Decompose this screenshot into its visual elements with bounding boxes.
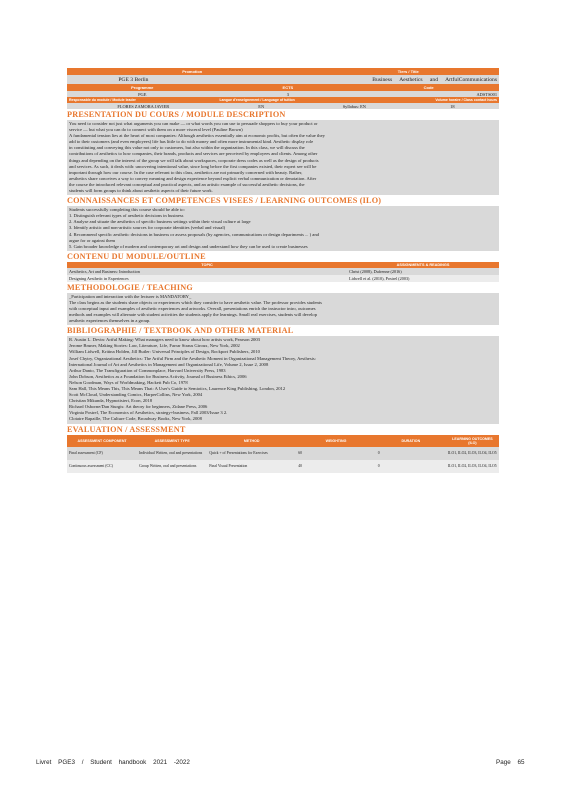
bibliography-entry: R. Austin L. Devin: Artful Making: What managers need to know about how artists work, Pearson 2003 xyxy=(69,337,260,343)
responsible-value: FLORES ZAMORA JAVIER xyxy=(117,103,170,109)
eval-duration: 0 xyxy=(377,463,380,468)
eval-header-cell: LEARNING OUTCOMES (ILO) xyxy=(452,436,493,445)
bibliography-entry: Scott McCloud, Understanding Comics, HarperCollins, New York, 2004 xyxy=(69,392,203,398)
presentation-line: You need to consider not just what arguments you can make — or what words you can use to persuade shoppers to buy your product or xyxy=(69,121,318,126)
promo-value: PGE 3 Berlin xyxy=(118,76,149,83)
outcome-line: 2. Analyse and situate the aesthetics of specific business settings within their visual culture at large xyxy=(69,219,251,225)
outcome-line: Students successfully completing this course should be able to: xyxy=(69,207,185,213)
language-value: EN xyxy=(258,103,265,109)
eval-ilo: ILO1, ILO2, ILO3, ILO4, ILO5 xyxy=(447,450,497,455)
outline-reading: Christ (2008), Dufrenne (2016) xyxy=(349,268,402,274)
outline-title: CONTENU DU MODULE/OUTLINE xyxy=(67,251,206,261)
bibliography-entry: Jerome Bruner, Making Stories: Law, Literature, Life, Farrar Straus Giroux, New York, 2002 xyxy=(69,343,240,349)
outline-topic: Aesthetics, Art and Business: Introduction xyxy=(69,268,140,274)
presentation-line: aesthetics share conceives a way to convey meaning and design experience beyond explicit verbal communication or denotation. After xyxy=(69,175,317,181)
eval-header-cell: ASSESSMENT TYPE xyxy=(154,438,190,443)
footer-handbook-label: Livret PGE3 / Student handbook 2021 -2022 xyxy=(36,759,190,766)
bibliography-entry: John Dobson, Aesthetics as a Foundation for Business Activity, Journal of Business Ethics, 2006 xyxy=(69,373,247,379)
outline-topic-label: TOPIC xyxy=(201,262,213,267)
presentation-line: and services. As such, it deals with: uncovering intentional value, since long before the first companies existed, their expert see will be xyxy=(69,163,317,169)
eval-weight: 60 xyxy=(298,450,303,455)
ects-value: 3 xyxy=(286,91,289,97)
outline-assign-label: ASSIGNMENTS & READINGS xyxy=(396,262,450,267)
eval-ilo: ILO1, ILO2, ILO3, ILO4, ILO5 xyxy=(447,463,497,468)
eval-method: Quick + of Presentations for Exercises xyxy=(209,450,268,455)
bibliography-entry: Josef Chytry, Organizational Aesthetics: The Artful Firm and the Aesthetic Moment in Organizational Management Theory, Aesthesis: xyxy=(69,355,316,361)
programme-row xyxy=(67,91,499,97)
programme-label: Programme xyxy=(131,85,154,90)
presentation-line: A fundamental tension lies at the heart of most companies: Although aesthetics essentially aim at economic profits, but often the value they xyxy=(69,133,325,139)
eval-component: Final assessment (CF) xyxy=(69,450,103,455)
eval-header-cell: ASSESSMENT COMPONENT xyxy=(77,438,127,443)
presentation-line: add to their customers (and even employees) life has little to do with money and often more instrumental kind. Aesthetic display role xyxy=(69,139,314,145)
outcomes-text xyxy=(67,206,499,251)
outline-table xyxy=(67,268,499,282)
outline-row xyxy=(67,268,499,275)
bibliography-entry: Christian Mikunda, Hypnotisiert, Econ, 2018 xyxy=(69,398,153,404)
eval-type: Group Written, oral and presentations xyxy=(139,463,197,468)
responsible-label: Responsable du module / Module leader xyxy=(69,98,136,102)
tiers-label: Tiers / Title xyxy=(397,69,419,74)
eval-table xyxy=(67,447,499,473)
bibliography-entry: Richard Osborne/Dan Sturgis: Art theory for beginners, Zidane Press, 2006 xyxy=(69,404,208,410)
outline-row xyxy=(67,275,499,282)
programme-value: PGE xyxy=(138,91,147,97)
methodology-line: with conceptual input and examples of aesthetic experiences and artworks. Overall, presentations enrich the instructor intro, outcomes xyxy=(69,305,316,311)
outcome-line: 3. Identify artistic and non-artistic sources for corporate identities (verbal and visual) xyxy=(69,225,226,231)
eval-type: Individual Written, oral and presentations xyxy=(139,450,203,455)
methodology-line: The class begins as the students share objects or experiences which they consider to have aesthetic value. The professor provides students xyxy=(69,299,322,305)
hours-value: 18 xyxy=(450,103,455,109)
presentation-line: important through how our course. In the case relevant to this class, aesthetics are not primarily concerned with beauty. Rather, xyxy=(69,169,303,175)
presentation-line: service — but what you can do to connect with them on a more visceral level (Pauline Brown) xyxy=(69,127,243,133)
code-label: Code xyxy=(423,85,434,90)
outline-topic: Designing Aesthetic in Experiences xyxy=(69,275,129,281)
methodology-text xyxy=(67,293,499,325)
promo-label: Promotion xyxy=(182,69,203,74)
outcome-line: argue for or against them xyxy=(69,237,116,243)
bibliography-title: BIBLIOGRAPHIE / TEXTBOOK AND OTHER MATERIAL xyxy=(67,326,294,336)
bibliography-entry: Clotaire Rapaille, The Culture Code, Broadway Books, New York, 2008 xyxy=(69,416,202,422)
outline-reading: Lidwell et al. (2010), Postrel (2003) xyxy=(349,275,410,281)
outcomes-title: CONNAISSANCES ET COMPETENCES VISEES / LEARNING OUTCOMES (ILO) xyxy=(67,196,382,206)
methodology-line: aesthetic experiences themselves in a group. xyxy=(69,318,151,324)
handbook-page xyxy=(67,68,499,473)
bibliography-entry: International Journal of Art and Aesthetics in Management and Organizational Life, Volume 2, Issue 2, 2008 xyxy=(69,361,269,367)
bibliography-entry: Nelson Goodman, Ways of Worldmaking, Hackett Pub Co, 1978 xyxy=(69,379,188,385)
presentation-line: the course the introduced relevant conceptual and practical aspects, and an artistic example of successful aesthetic decisions, the xyxy=(69,181,305,187)
eval-header-cell: METHOD xyxy=(243,438,260,443)
eval-row xyxy=(67,460,499,473)
bibliography-entry: Sam Hall, This Means This, This Means That: A User's Guide to Semiotics, Laurence King Publishing, London, 2012 xyxy=(69,386,286,391)
eval-header-cell: WEIGHTING xyxy=(325,438,347,443)
presentation-line: students will form groups to think about aesthetic aspects of their future work. xyxy=(69,188,213,194)
code-value: ADSTS001 xyxy=(476,91,498,97)
eval-header-bar xyxy=(67,435,499,447)
course-title-value: Business Aesthetics and ArtfulCommunications xyxy=(372,76,497,83)
methodology-title: METHODOLOGIE / TEACHING xyxy=(67,282,193,292)
eval-component: Continuous assessment (CC) xyxy=(69,463,113,468)
syllabus-label: Syllabus: EN xyxy=(342,103,366,109)
eval-row xyxy=(67,447,499,460)
promo-header-bar xyxy=(67,68,499,75)
ects-label: ECTS xyxy=(282,85,294,90)
presentation-title: PRESENTATION DU COURS / MODULE DESCRIPTION xyxy=(67,110,286,119)
outcome-line: 1. Distinguish relevant types of aesthetic decisions in business xyxy=(69,213,184,219)
bibliography-text xyxy=(67,336,499,423)
volume-label: Volume horaire / Class contact hours xyxy=(435,98,497,102)
presentation-line: in constituting and conveying this value not only to customers, but also within the organization. In this class, we will discuss the xyxy=(69,145,305,151)
outcome-line: 5. Gain broader knowledge of modern and contemporary art and design and understand how they can be used to create businesses xyxy=(69,243,308,249)
evaluation-title: EVALUATION / ASSESSMENT xyxy=(67,424,186,434)
bibliography-entry: Virginia Postrel, The Economics of Aesthetics, strategy+business, Fall 2003/Issue 3 2. xyxy=(69,410,228,416)
promo-row xyxy=(67,75,499,84)
presentation-line: things and depending on the interest of the group we will talk about workspaces, corporate dress codes as well as the design of products xyxy=(69,157,319,163)
language-label: Langue d'enseignement / Language of tuition xyxy=(219,98,295,102)
methodology-line: _Participation and interaction with the lecturer is MANDATORY_ xyxy=(69,293,192,299)
eval-duration: 0 xyxy=(377,450,380,455)
presentation-line: contributions of aesthetics to how companies, their brands, products and services are perceived by employees and clients. Among other xyxy=(69,151,318,157)
methodology-line: methods and examples will alternate with student activities the students apply the learnings. Small real exercises, students will develop xyxy=(69,312,318,318)
eval-method: Final Visual Presentation xyxy=(209,463,248,468)
bibliography-entry: William Lidwell, Kritina Holden, Jill Butler: Universal Principles of Design, Rockport Publishers, 2010 xyxy=(69,349,260,355)
eval-weight: 40 xyxy=(298,463,303,468)
outcome-line: 4. Recommend specific aesthetic decisions in business or assess proposals (by agencies, communications or design departments ... ) and xyxy=(69,231,319,237)
presentation-text xyxy=(67,120,499,195)
eval-header-cell: DURATION xyxy=(401,438,421,443)
programme-header-bar xyxy=(67,84,499,91)
footer-page-number: Page 65 xyxy=(496,759,525,766)
bibliography-entry: Arthur Danto, The Transfiguration of Commonplace, Harvard University Press, 1983 xyxy=(69,367,226,373)
